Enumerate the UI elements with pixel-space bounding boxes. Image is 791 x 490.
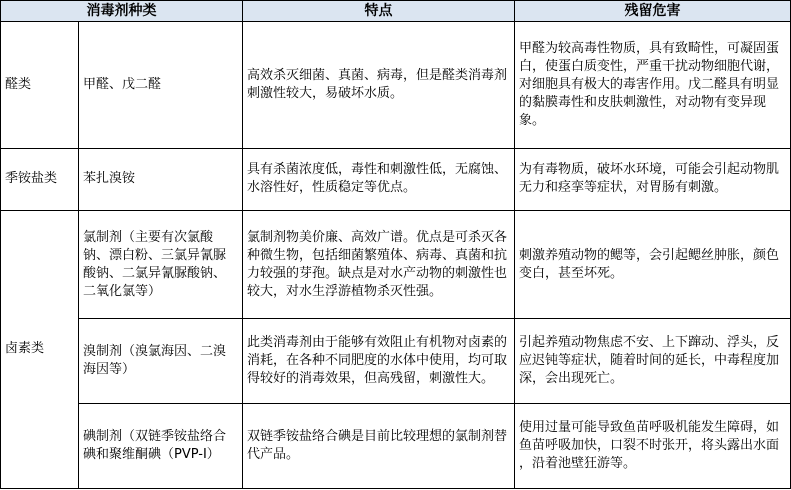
agent-cell: 碘制剂（双链季铵盐络合碘和聚维酮碘（PVP-I） (79, 403, 243, 488)
features-cell: 具有杀菌浓度低，毒性和刺激性低，无腐蚀、水溶性好，性质稳定等优点。 (243, 148, 515, 210)
features-cell: 氯制剂物美价廉、高效广谱。优点是可杀灭各种微生物，包括细菌繁殖体、病毒、真菌和抗力较强的芽孢。缺点是对水产动物的刺激性也较大，对水生浮游植物杀灭性强。 (243, 210, 515, 318)
table-row (1, 22, 791, 149)
features-cell: 双链季铵盐络合碘是目前比较理想的氯制剂替代产品。 (243, 403, 515, 488)
category-cell: 卤素类 (1, 210, 79, 488)
hazard-cell: 刺激养殖动物的鳃等，会引起鳃丝肿胀，颜色变白，甚至坏死。 (515, 210, 791, 318)
hazard-cell: 引起养殖动物焦虑不安、上下蹿动、浮头，反应迟钝等症状，随着时间的延长，中毒程度加深，会出现死亡。 (515, 319, 791, 403)
features-cell: 高效杀灭细菌、真菌、病毒，但是醛类消毒剂刺激性较大，易破坏水质。 (243, 22, 515, 149)
agent-cell: 苯扎溴铵 (79, 148, 243, 210)
table-row (1, 403, 791, 488)
agent-cell: 氯制剂（主要有次氯酸钠、漂白粉、三氯异氰脲酸钠、二氯异氰脲酸钠、二氧化氯等） (79, 210, 243, 318)
agent-cell: 甲醛、戊二醛 (79, 22, 243, 149)
features-cell: 此类消毒剂由于能够有效阻止有机物对卤素的消耗，在各种不同肥度的水体中使用，均可取得较好的消毒效果，但高残留，刺激性大。 (243, 319, 515, 403)
header-row (1, 1, 791, 22)
hazard-cell: 使用过量可能导致鱼苗呼吸机能发生障碍，如鱼苗呼吸加快，口裂不时张开，将头露出水面 ，沿着池壁狂游等。 (515, 403, 791, 488)
table-row (1, 319, 791, 403)
header-features: 特点 (243, 1, 515, 22)
header-residual-hazard: 残留危害 (515, 1, 791, 22)
category-cell: 醛类 (1, 22, 79, 149)
table-row (1, 210, 791, 318)
agent-cell: 溴制剂（溴氯海因、二溴海因等） (79, 319, 243, 403)
hazard-cell: 为有毒物质，破坏水环境，可能会引起动物肌无力和痉挛等症状，对胃肠有刺激。 (515, 148, 791, 210)
header-disinfectant-type: 消毒剂种类 (1, 1, 243, 22)
category-cell: 季铵盐类 (1, 148, 79, 210)
table-row (1, 148, 791, 210)
hazard-cell: 甲醛为较高毒性物质，具有致畸性，可凝固蛋白，使蛋白质变性，严重干扰动物细胞代谢，对细胞具有极大的毒害作用。戊二醛具有明显的黏膜毒性和皮肤刺激性，对动物有变异现象。 (515, 22, 791, 149)
